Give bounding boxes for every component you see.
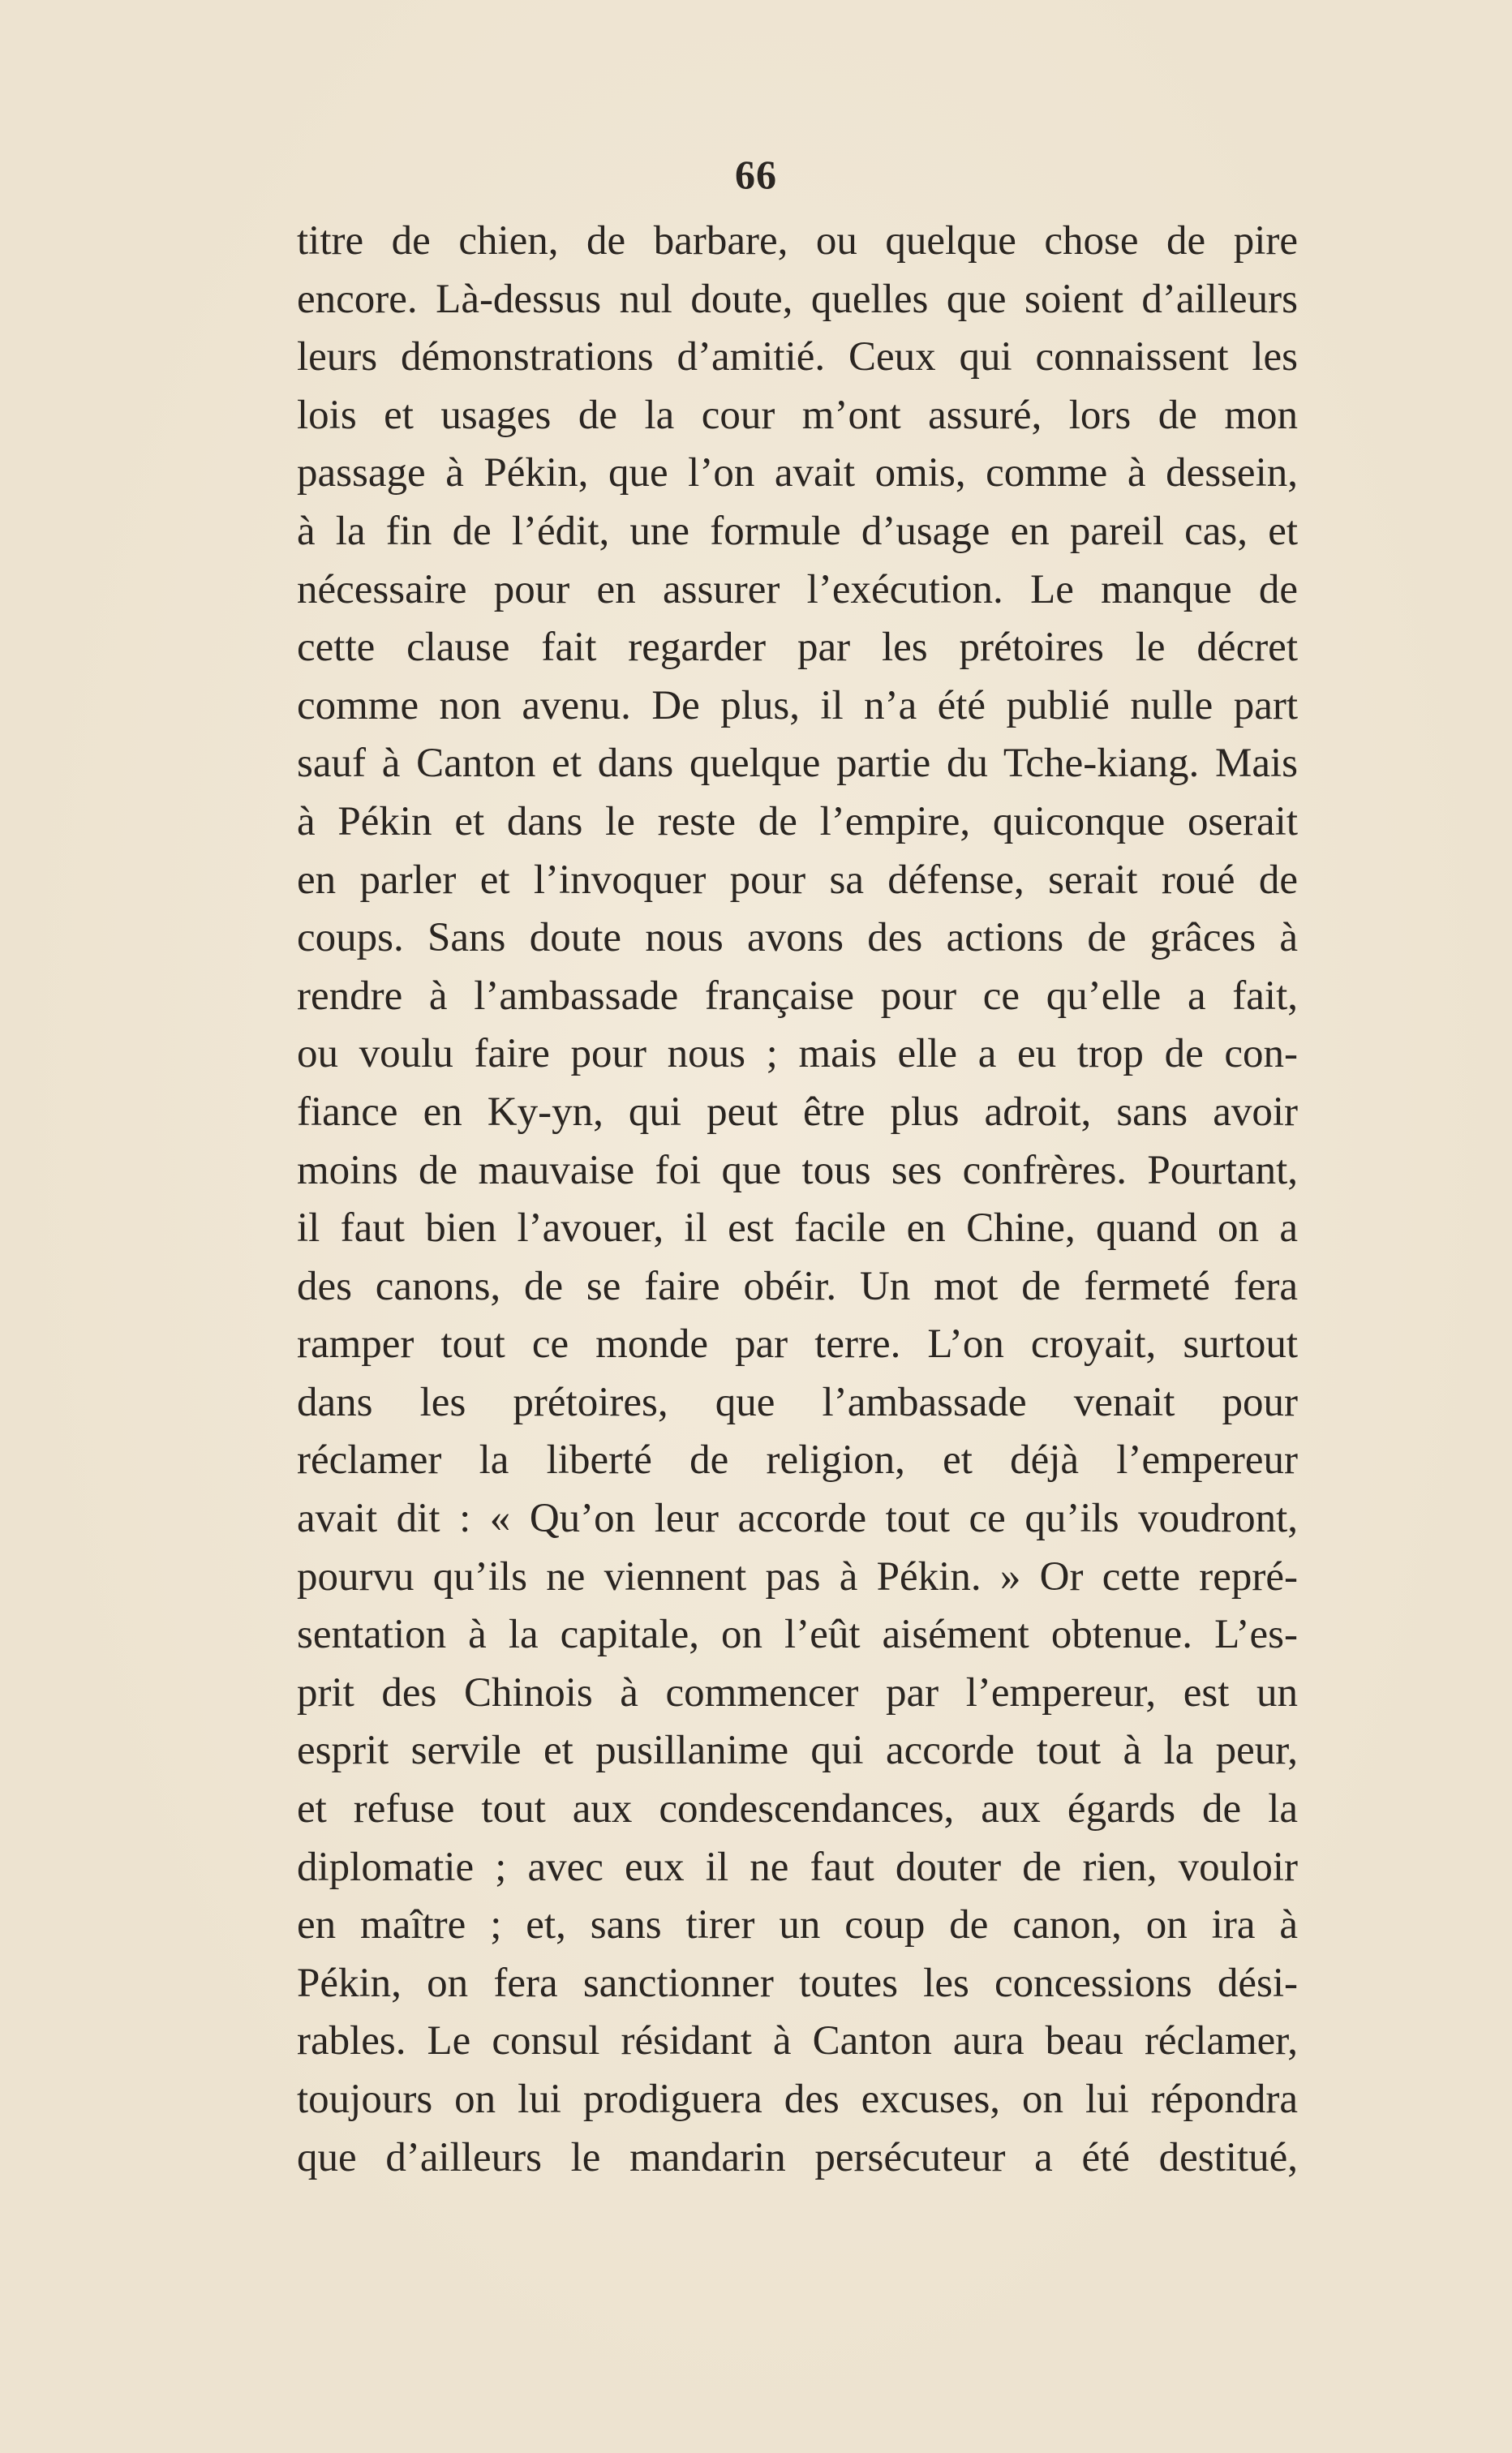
text-line: à Pékin et dans le reste de l’empire, quiconque oserait [297, 798, 1298, 844]
text-line: coups. Sans doute nous avons des actions de grâces à [297, 915, 1298, 961]
text-line: diplomatie ; avec eux il ne faut douter de rien, vouloir [297, 1844, 1298, 1890]
text-line: il faut bien l’avouer, il est facile en Chine, quand on a [297, 1205, 1298, 1252]
text-line: à la fin de l’édit, une formule d’usage en pareil cas, et [297, 508, 1298, 554]
text-line: sauf à Canton et dans quelque partie du Tche-kiang. Mais [297, 741, 1298, 787]
text-line: rables. Le consul résidant à Canton aura beau réclamer, [297, 2018, 1298, 2064]
text-line: titre de chien, de barbare, ou quelque chose de pire [297, 218, 1298, 264]
text-line: cette clause fait regarder par les prétoires le décret [297, 625, 1298, 671]
text-line: dans les prétoires, que l’ambassade venait pour [297, 1379, 1298, 1425]
text-line: Pékin, on fera sanctionner toutes les concessions dési- [297, 1960, 1298, 2006]
text-line: fiance en Ky-yn, qui peut être plus adroit, sans avoir [297, 1089, 1298, 1135]
text-line: des canons, de se faire obéir. Un mot de fermeté fera [297, 1263, 1298, 1309]
text-line: prit des Chinois à commencer par l’empereur, est un [297, 1669, 1298, 1716]
text-line: pourvu qu’ils ne viennent pas à Pékin. » Or cette repré- [297, 1553, 1298, 1600]
text-line: toujours on lui prodiguera des excuses, on lui répondra [297, 2077, 1298, 2122]
body-text [297, 213, 1298, 2187]
text-line: encore. Là-dessus nul doute, quelles que soient d’ailleurs [297, 276, 1298, 322]
text-line: réclamer la liberté de religion, et déjà l’empereur [297, 1437, 1298, 1484]
text-line: en parler et l’invoquer pour sa défense, serait roué de [297, 857, 1298, 903]
page-number: 66 [735, 152, 777, 197]
text-line: moins de mauvaise foi que tous ses confrères. Pourtant, [297, 1147, 1298, 1193]
text-line: en maître ; et, sans tirer un coup de canon, on ira à [297, 1902, 1298, 1948]
text-line: avait dit : « Qu’on leur accorde tout ce qu’ils voudront, [297, 1496, 1298, 1542]
text-line: comme non avenu. De plus, il n’a été publié nulle part [297, 682, 1298, 728]
text-line: nécessaire pour en assurer l’exécution. Le manque de [297, 566, 1298, 612]
text-line: sentation à la capitale, on l’eût aisément obtenue. L’es- [297, 1612, 1298, 1658]
text-line: ou voulu faire pour nous ; mais elle a eu trop de con- [297, 1031, 1298, 1077]
text-line: rendre à l’ambassade française pour ce qu’elle a fait, [297, 973, 1298, 1019]
text-line: leurs démonstrations d’amitié. Ceux qui connaissent les [297, 334, 1298, 380]
text-line: ramper tout ce monde par terre. L’on croyait, surtout [297, 1321, 1298, 1368]
text-line: et refuse tout aux condescendances, aux égards de la [297, 1786, 1298, 1832]
text-line: que d’ailleurs le mandarin persécuteur a été destitué, [297, 2134, 1298, 2180]
text-line: esprit servile et pusillanime qui accorde tout à la peur, [297, 1728, 1298, 1774]
text-line: lois et usages de la cour m’ont assuré, lors de mon [297, 392, 1298, 438]
text-line: passage à Pékin, que l’on avait omis, comme à dessein, [297, 450, 1298, 496]
